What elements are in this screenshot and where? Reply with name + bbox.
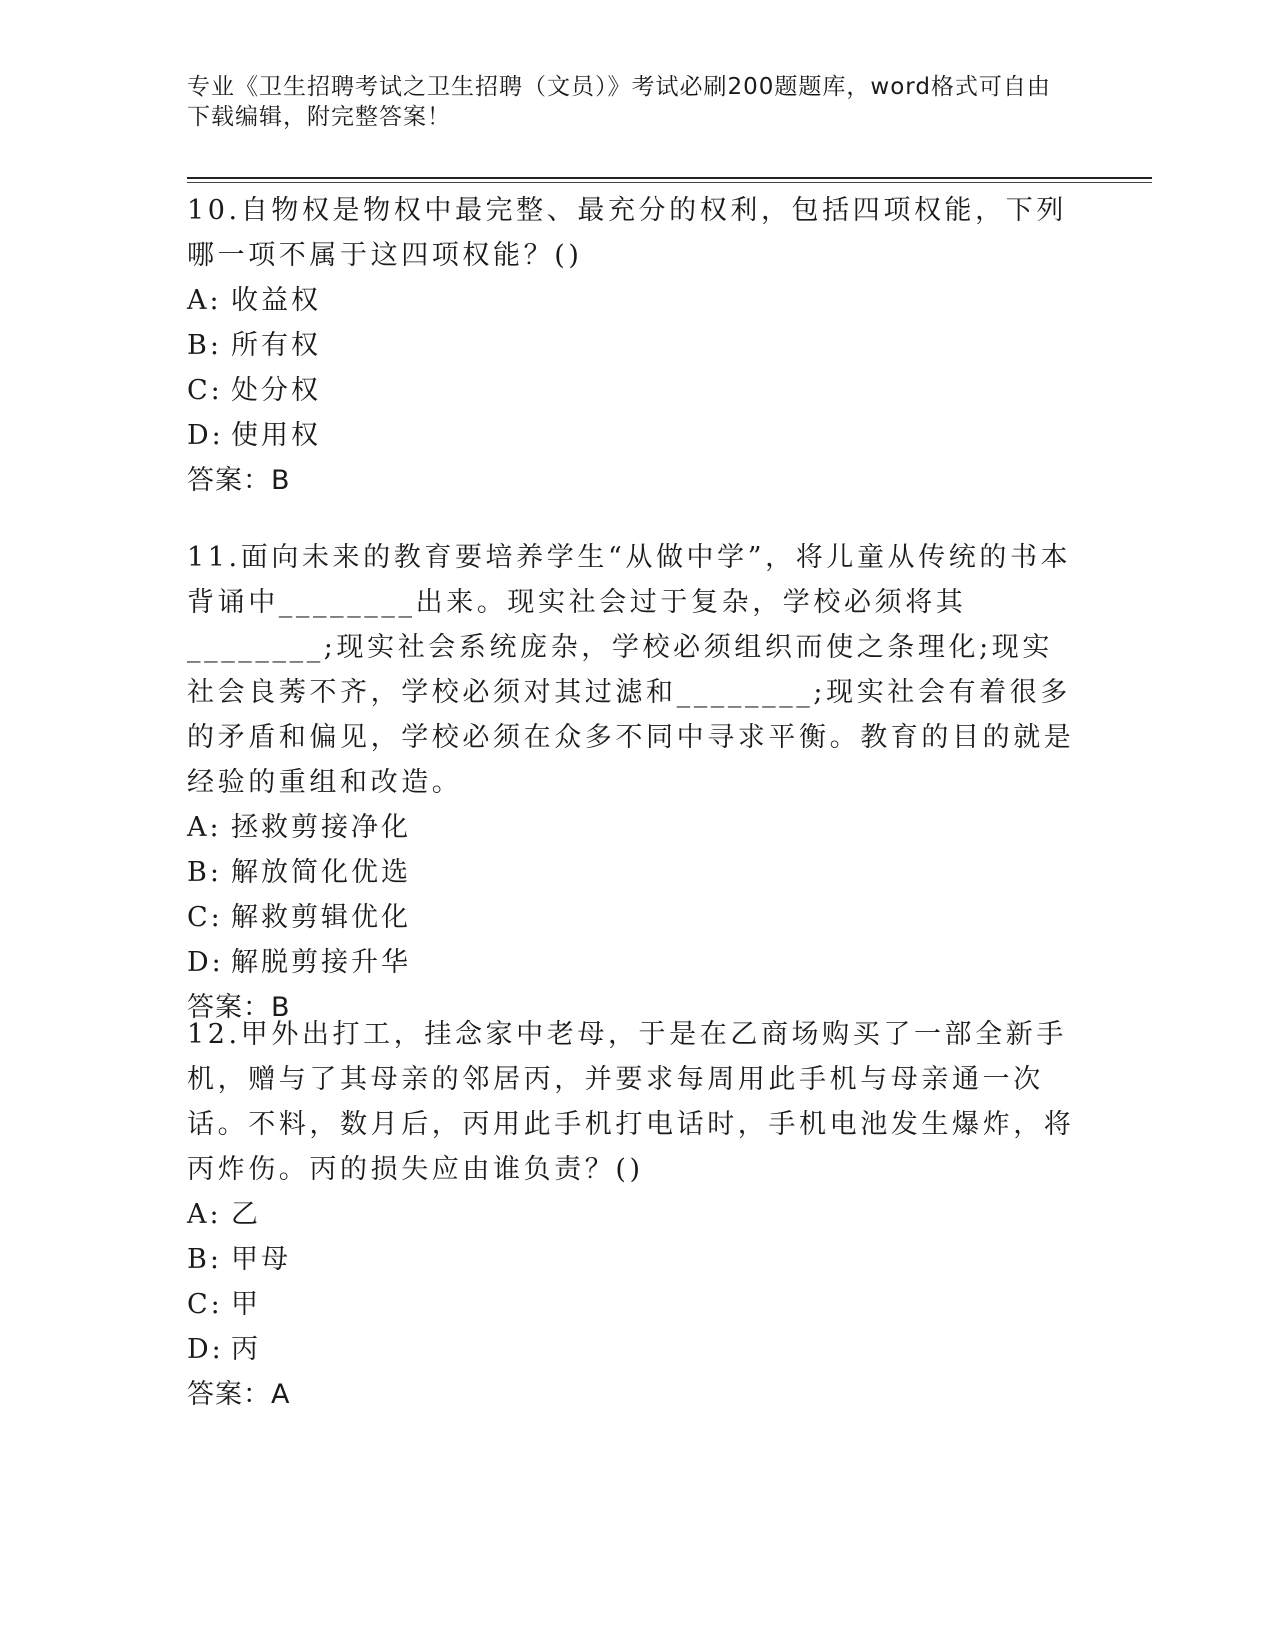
option-b xyxy=(187,1237,1077,1282)
option-label: C: xyxy=(187,1289,223,1320)
answer: 答案：B xyxy=(187,992,291,1023)
question-text: 11.面向未来的教育要培养学生“从做中学”，将儿童从传统的书本背诵中________出来。现实社会过于复杂，学校必须将其________;现实社会系统庞杂，学校必须组织而使之条理化;现实社会良莠不齐，学校必须对其过滤和________;现实社会有着很多的矛盾和偏见，学校必须在众多不同中寻求平衡。教育的目的就是经验的重组和改造。 xyxy=(187,542,1075,798)
option-a xyxy=(187,278,1077,323)
option-d xyxy=(187,413,1077,458)
option-text: 拯救剪接净化 xyxy=(231,812,411,843)
option-label: A: xyxy=(187,1199,222,1230)
option-b xyxy=(187,323,1077,368)
option-label: B: xyxy=(187,857,222,888)
option-d xyxy=(187,940,1077,985)
option-label: C: xyxy=(187,375,223,406)
option-c xyxy=(187,368,1077,413)
question-text: 10.自物权是物权中最完整、最充分的权利，包括四项权能，下列哪一项不属于这四项权能？() xyxy=(187,195,1067,271)
question-11 xyxy=(187,535,1077,1030)
option-text: 收益权 xyxy=(231,285,321,316)
question-10 xyxy=(187,188,1077,503)
option-c xyxy=(187,895,1077,940)
option-label: A: xyxy=(187,285,222,316)
option-text: 乙 xyxy=(231,1199,261,1230)
option-text: 解脱剪接升华 xyxy=(231,947,411,978)
option-text: 甲 xyxy=(231,1289,261,1320)
option-label: D: xyxy=(187,420,224,451)
option-label: A: xyxy=(187,812,222,843)
option-a xyxy=(187,1192,1077,1237)
answer: 答案：A xyxy=(187,1379,291,1410)
option-text: 使用权 xyxy=(231,420,321,451)
option-text: 丙 xyxy=(231,1334,261,1365)
question-text: 12.甲外出打工，挂念家中老母，于是在乙商场购买了一部全新手机，赠与了其母亲的邻居丙，并要求每周用此手机与母亲通一次话。不料，数月后，丙用此手机打电话时，手机电池发生爆炸，将丙炸伤。丙的损失应由谁负责？() xyxy=(187,1019,1075,1185)
option-c xyxy=(187,1282,1077,1327)
option-label: C: xyxy=(187,902,223,933)
option-d xyxy=(187,1327,1077,1372)
document-header: 专业《卫生招聘考试之卫生招聘（文员）》考试必刷200题题库，word格式可自由下载编辑，附完整答案！ xyxy=(187,74,1051,130)
option-a xyxy=(187,805,1077,850)
answer: 答案：B xyxy=(187,465,291,496)
option-text: 所有权 xyxy=(231,330,321,361)
option-label: B: xyxy=(187,330,222,361)
option-b xyxy=(187,850,1077,895)
header-divider-thin xyxy=(187,182,1152,183)
header-divider-thick xyxy=(187,177,1152,179)
option-text: 甲母 xyxy=(231,1244,291,1275)
option-label: B: xyxy=(187,1244,222,1275)
option-label: D: xyxy=(187,947,224,978)
option-label: D: xyxy=(187,1334,224,1365)
option-text: 处分权 xyxy=(231,375,321,406)
option-text: 解放简化优选 xyxy=(231,857,411,888)
option-text: 解救剪辑优化 xyxy=(231,902,411,933)
question-12 xyxy=(187,1012,1077,1417)
